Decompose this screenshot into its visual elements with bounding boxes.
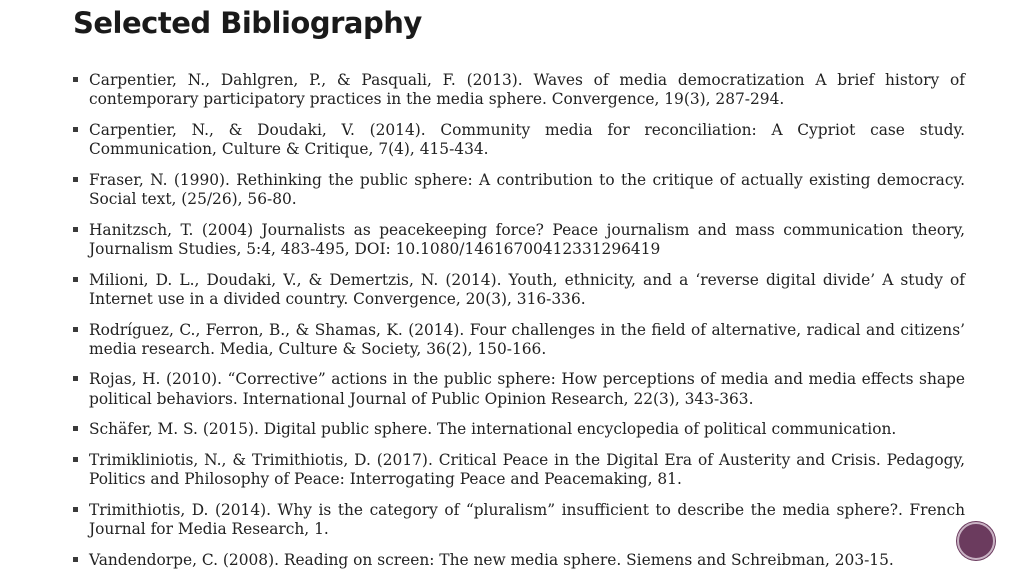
slide-title: Selected Bibliography xyxy=(73,6,422,40)
bullet-icon xyxy=(73,127,78,132)
reference-text: Carpentier, N., & Doudaki, V. (2014). Community media for reconciliation: A Cypriot case study. Communication, Culture & Critique, 7(4), 415-434. xyxy=(89,120,965,159)
bullet-icon xyxy=(73,227,78,232)
reference-item xyxy=(73,501,965,539)
reference-text: Vandendorpe, C. (2008). Reading on screen: The new media sphere. Siemens and Schreibman, 203-15. xyxy=(89,550,894,569)
reference-text: Carpentier, N., Dahlgren, P., & Pasquali, F. (2013). Waves of media democratization A brief history of contemporary participatory practices in the media sphere. Convergence, 19(3), 287-294. xyxy=(89,71,965,109)
reference-text: Schäfer, M. S. (2015). Digital public sphere. The international encyclopedia of political communication. xyxy=(89,420,897,439)
reference-text: Rojas, H. (2010). “Corrective” actions in the public sphere: How perceptions of media and media effects shape political behaviors. International Journal of Public Opinion Research, 22(3), 343-363. xyxy=(89,370,965,408)
reference-item xyxy=(73,321,965,359)
reference-text: Hanitzsch, T. (2004) Journalists as peacekeeping force? Peace journalism and mass communication theory, Journalism Studies, 5:4, 483-495, DOI: 10.1080/1461670041233129641​9 xyxy=(89,220,965,258)
reference-item xyxy=(73,71,965,109)
reference-text: Milioni, D. L., Doudaki, V., & Demertzis, N. (2014). Youth, ethnicity, and a ‘reverse digital divide’ A study of Internet use in a divided country. Convergence, 20(3), 316-336. xyxy=(89,270,965,308)
bullet-icon xyxy=(73,507,78,512)
bullet-icon xyxy=(73,327,78,332)
reference-text: Fraser, N. (1990). Rethinking the public sphere: A contribution to the critique of actually existing democracy. Social text, (25/26), 56-80. xyxy=(89,170,965,209)
reference-text: Trimithiotis, D. (2014). Why is the category of “pluralism” insufficient to describe the media sphere?. French Journal for Media Research, 1. xyxy=(89,500,965,539)
bullet-icon xyxy=(73,557,78,562)
bullet-icon xyxy=(73,177,78,182)
reference-item xyxy=(73,271,965,309)
bullet-icon xyxy=(73,376,78,381)
reference-text: Rodríguez, C., Ferron, B., & Shamas, K. (2014). Four challenges in the field of alternative, radical and citizens’ media research. Media, Culture & Society, 36(2), 150-166. xyxy=(89,320,965,358)
reference-item xyxy=(73,551,965,570)
reference-text: Trimikliniotis, N., & Trimithiotis, D. (2017). Critical Peace in the Digital Era of Austerity and Crisis. Pedagogy, Politics and Philosophy of Peace: Interrogating Peace and Peacemaking, 81. xyxy=(89,451,965,489)
bullet-icon xyxy=(73,277,78,282)
reference-item xyxy=(73,370,965,408)
slide-number-badge xyxy=(957,522,995,560)
reference-item xyxy=(73,121,965,159)
reference-item xyxy=(73,221,965,259)
reference-list xyxy=(73,71,965,582)
bullet-icon xyxy=(73,426,78,431)
bullet-icon xyxy=(73,77,78,82)
reference-item xyxy=(73,451,965,489)
reference-item xyxy=(73,171,965,209)
bullet-icon xyxy=(73,457,78,462)
reference-item xyxy=(73,420,965,439)
